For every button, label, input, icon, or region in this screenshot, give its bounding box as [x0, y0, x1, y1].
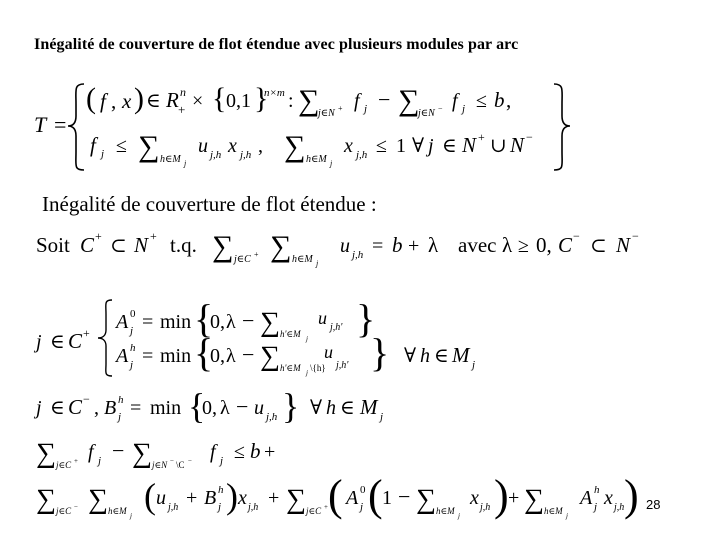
formula-inequality-line2 [36, 471, 639, 520]
svg-text:j∈N: j∈N [418, 108, 435, 119]
svg-text:min: min [150, 397, 182, 419]
svg-text:∑: ∑ [260, 341, 280, 372]
svg-text:≥: ≥ [518, 235, 529, 257]
section-subtitle: Inégalité de couverture de flot étendue : [42, 192, 377, 216]
svg-text:}: } [356, 296, 376, 341]
svg-text:N: N [134, 233, 149, 257]
svg-text:}: } [254, 82, 269, 115]
svg-text:h: h [420, 345, 430, 367]
svg-text:j: j [101, 148, 105, 160]
svg-text:N: N [510, 133, 525, 157]
svg-text:h: h [130, 342, 136, 354]
svg-text:+: + [268, 487, 280, 509]
svg-text:Soit: Soit [36, 233, 70, 257]
svg-text:∈: ∈ [50, 397, 65, 419]
svg-text:j: j [306, 335, 308, 343]
svg-text:j∈N: j∈N [152, 460, 168, 470]
svg-text:j: j [428, 135, 434, 157]
formula-cplus-block [33, 296, 475, 377]
svg-text:λ: λ [502, 233, 513, 257]
formula-inequality-line1 [36, 438, 275, 470]
svg-text:j: j [462, 103, 466, 115]
svg-text:0: 0 [360, 484, 366, 496]
page-number: 28 [646, 497, 661, 512]
svg-text:j: j [130, 359, 134, 371]
svg-text:−: − [438, 104, 443, 113]
svg-text:j,h': j,h' [330, 322, 343, 333]
svg-text:h'∈M: h'∈M [280, 329, 301, 339]
svg-text:j: j [218, 501, 222, 513]
svg-text:∑: ∑ [298, 84, 320, 117]
svg-text:∑: ∑ [524, 484, 544, 515]
svg-text:\C: \C [176, 460, 185, 470]
svg-text:=: = [142, 311, 154, 333]
svg-text:}: } [282, 386, 300, 426]
svg-text:j: j [364, 103, 368, 115]
svg-text:j,h': j,h' [336, 360, 349, 371]
svg-text:+: + [83, 326, 90, 340]
svg-text:h∈M: h∈M [160, 154, 181, 165]
svg-text:j,h: j,h [480, 502, 491, 513]
svg-text:x: x [470, 487, 479, 509]
svg-text:1: 1 [396, 135, 406, 157]
svg-text:A: A [116, 345, 129, 367]
svg-text:0,: 0, [536, 233, 552, 257]
svg-text:h∈M: h∈M [292, 254, 313, 265]
svg-text:A: A [580, 487, 593, 509]
svg-text:∈: ∈ [434, 345, 449, 367]
svg-text:λ: λ [428, 233, 439, 257]
svg-text:+: + [95, 229, 102, 243]
svg-text:j: j [380, 411, 384, 423]
svg-text:): ) [494, 471, 509, 520]
svg-text:1: 1 [382, 487, 392, 509]
svg-text:,: , [111, 89, 117, 113]
svg-text:u: u [324, 342, 333, 362]
svg-text:−: − [526, 130, 533, 144]
svg-text:(: ( [144, 476, 156, 516]
svg-text:,: , [94, 397, 99, 419]
svg-text:f: f [90, 133, 96, 157]
svg-text:∈: ∈ [146, 90, 161, 112]
svg-text:): ) [226, 476, 238, 516]
svg-text:∑: ∑ [284, 130, 306, 163]
svg-text:∑: ∑ [36, 484, 56, 515]
svg-text:h∈M: h∈M [306, 154, 327, 165]
svg-text:+: + [508, 487, 520, 509]
svg-text:B: B [204, 487, 217, 509]
svg-text:j,h: j,h [266, 411, 278, 423]
svg-text:j,h: j,h [352, 249, 364, 261]
svg-text:min: min [160, 311, 192, 333]
svg-text:t.q.: t.q. [170, 233, 197, 257]
svg-text:−: − [398, 484, 411, 509]
svg-text:u: u [318, 308, 327, 328]
svg-text:j: j [36, 331, 42, 353]
svg-text:∀: ∀ [412, 135, 425, 157]
svg-text:−: − [236, 394, 249, 419]
svg-text:j: j [130, 325, 134, 337]
svg-text:λ: λ [226, 311, 236, 333]
svg-text:−: − [242, 308, 255, 333]
svg-text:): ) [134, 82, 144, 115]
svg-text:x: x [238, 487, 247, 509]
svg-text:{: { [188, 386, 206, 426]
svg-text:j: j [360, 501, 364, 513]
svg-text:u: u [340, 235, 350, 257]
svg-text:∈: ∈ [442, 135, 457, 157]
svg-text:×: × [192, 90, 204, 112]
svg-text:λ: λ [220, 397, 230, 419]
svg-text:j: j [184, 159, 187, 168]
svg-text:j∈N: j∈N [318, 108, 335, 119]
svg-text:C: C [80, 233, 95, 257]
svg-text:(: ( [368, 471, 383, 520]
svg-text:j,h: j,h [240, 149, 252, 161]
formula-set-T [34, 82, 570, 170]
svg-text:−: − [242, 342, 255, 367]
svg-text:+: + [254, 250, 259, 259]
svg-text:}: } [370, 330, 390, 375]
svg-text:b: b [250, 439, 261, 463]
svg-text:∑: ∑ [260, 307, 280, 338]
svg-text:f: f [210, 441, 216, 463]
svg-text:(: ( [328, 471, 343, 520]
svg-text:j∈C: j∈C [306, 506, 322, 516]
svg-text:A: A [116, 311, 129, 333]
svg-text:b: b [494, 88, 505, 112]
svg-text:−: − [632, 229, 639, 243]
svg-text:B: B [104, 397, 117, 419]
svg-text:=: = [130, 397, 142, 419]
svg-text:+: + [150, 229, 157, 243]
svg-text:∀: ∀ [310, 397, 323, 419]
formula-cminus-line [33, 386, 383, 426]
svg-text:0,: 0, [202, 397, 217, 419]
svg-text:0: 0 [130, 308, 136, 320]
svg-text:f: f [88, 441, 94, 463]
svg-text:−: − [74, 503, 78, 511]
svg-text:=: = [142, 345, 154, 367]
svg-text:j,h: j,h [356, 149, 368, 161]
svg-text:≤: ≤ [476, 90, 487, 112]
svg-text:j: j [566, 512, 568, 520]
svg-text:∑: ∑ [138, 130, 160, 163]
svg-text:j: j [316, 259, 319, 268]
svg-text:j: j [36, 397, 42, 419]
svg-text:∑: ∑ [270, 230, 292, 263]
svg-text:j: j [472, 359, 476, 371]
svg-text:∑: ∑ [36, 438, 56, 469]
svg-text:≤: ≤ [116, 135, 127, 157]
slide-title: Inégalité de couverture de flot étendue avec plusieurs modules par arc [34, 36, 519, 53]
svg-text::: : [288, 90, 294, 112]
svg-text:∈: ∈ [50, 331, 65, 353]
formula-soit [36, 229, 639, 268]
svg-text:j,h: j,h [168, 502, 179, 513]
svg-text:0,: 0, [210, 345, 225, 367]
svg-text:u: u [156, 487, 166, 509]
svg-text:f: f [354, 90, 360, 112]
svg-text:n×m: n×m [264, 87, 285, 99]
svg-text:−: − [188, 457, 192, 465]
svg-text:−: − [112, 438, 125, 463]
svg-text:∑: ∑ [88, 484, 108, 515]
svg-text:+: + [408, 235, 420, 257]
svg-text:+: + [338, 104, 343, 113]
svg-text:C: C [68, 329, 83, 353]
svg-text:h: h [218, 484, 224, 496]
svg-text:j: j [458, 512, 460, 520]
svg-text:j: j [118, 411, 122, 423]
svg-text:M: M [452, 343, 470, 367]
svg-text:M: M [360, 395, 378, 419]
svg-text:∑: ∑ [212, 230, 234, 263]
svg-text:j: j [330, 159, 333, 168]
svg-text:u: u [198, 135, 208, 157]
svg-text:h∈M: h∈M [108, 506, 127, 516]
svg-text:−: − [170, 457, 174, 465]
svg-text:−: − [573, 229, 580, 243]
svg-text:0,1: 0,1 [226, 90, 251, 112]
svg-text:{: { [194, 330, 214, 375]
svg-text:u: u [254, 397, 264, 419]
svg-text:h: h [118, 394, 124, 406]
svg-text:∑: ∑ [416, 484, 436, 515]
svg-text:j,h: j,h [210, 149, 222, 161]
svg-text:∑: ∑ [398, 84, 420, 117]
svg-text:+: + [74, 457, 78, 465]
svg-text:j∈C: j∈C [56, 506, 72, 516]
svg-text:b: b [392, 233, 403, 257]
svg-text:j: j [220, 455, 224, 467]
svg-text:∀: ∀ [404, 345, 417, 367]
svg-text:+: + [186, 487, 198, 509]
svg-text:h'∈M: h'∈M [280, 363, 301, 373]
svg-text:x: x [122, 89, 132, 113]
svg-text:,: , [506, 88, 512, 112]
svg-text:j: j [98, 455, 102, 467]
svg-text:N: N [462, 133, 477, 157]
svg-text:−: − [83, 392, 90, 406]
svg-text:{: { [212, 82, 227, 115]
svg-text:+: + [324, 503, 328, 511]
svg-text:=: = [372, 235, 384, 257]
svg-text:f: f [100, 89, 106, 113]
svg-text:h∈M: h∈M [436, 506, 455, 516]
svg-text:{: { [194, 296, 214, 341]
svg-text:j: j [306, 369, 308, 377]
svg-text:x: x [344, 135, 353, 157]
svg-text:(: ( [86, 82, 96, 115]
svg-text:h∈M: h∈M [544, 506, 563, 516]
svg-text:,: , [258, 135, 263, 157]
svg-text:): ) [624, 471, 639, 520]
svg-text:=: = [54, 112, 67, 137]
svg-text:≤: ≤ [234, 441, 245, 463]
svg-text:h: h [326, 397, 336, 419]
svg-text:j,h: j,h [248, 502, 259, 513]
svg-text:min: min [160, 345, 192, 367]
svg-text:j: j [130, 512, 132, 520]
svg-text:T: T [34, 112, 47, 137]
svg-text:C: C [68, 395, 83, 419]
svg-text:+: + [178, 102, 186, 117]
svg-text:0,: 0, [210, 311, 225, 333]
svg-text:C: C [558, 233, 573, 257]
svg-text:R: R [166, 88, 179, 112]
svg-text:+: + [264, 441, 276, 463]
svg-text:λ: λ [226, 345, 236, 367]
svg-text:∪: ∪ [490, 135, 507, 157]
svg-text:j∈C: j∈C [234, 254, 251, 265]
svg-text:∑: ∑ [132, 438, 152, 469]
svg-text:n: n [180, 85, 186, 99]
svg-text:∑: ∑ [286, 484, 306, 515]
svg-text:⊂: ⊂ [110, 235, 127, 257]
svg-text:f: f [452, 90, 458, 112]
svg-text:j: j [594, 501, 598, 513]
svg-text:x: x [604, 487, 613, 509]
svg-text:j,h: j,h [614, 502, 625, 513]
svg-text:j∈C: j∈C [56, 460, 72, 470]
svg-text:−: − [378, 87, 391, 112]
svg-text:≤: ≤ [376, 135, 387, 157]
svg-text:∈: ∈ [340, 397, 355, 419]
svg-text:+: + [478, 130, 485, 144]
svg-text:\{h}: \{h} [310, 363, 326, 373]
svg-text:avec: avec [458, 233, 497, 257]
svg-text:x: x [228, 135, 237, 157]
svg-text:A: A [346, 487, 359, 509]
svg-text:h: h [594, 484, 600, 496]
svg-text:N: N [616, 233, 631, 257]
svg-text:⊂: ⊂ [590, 235, 607, 257]
